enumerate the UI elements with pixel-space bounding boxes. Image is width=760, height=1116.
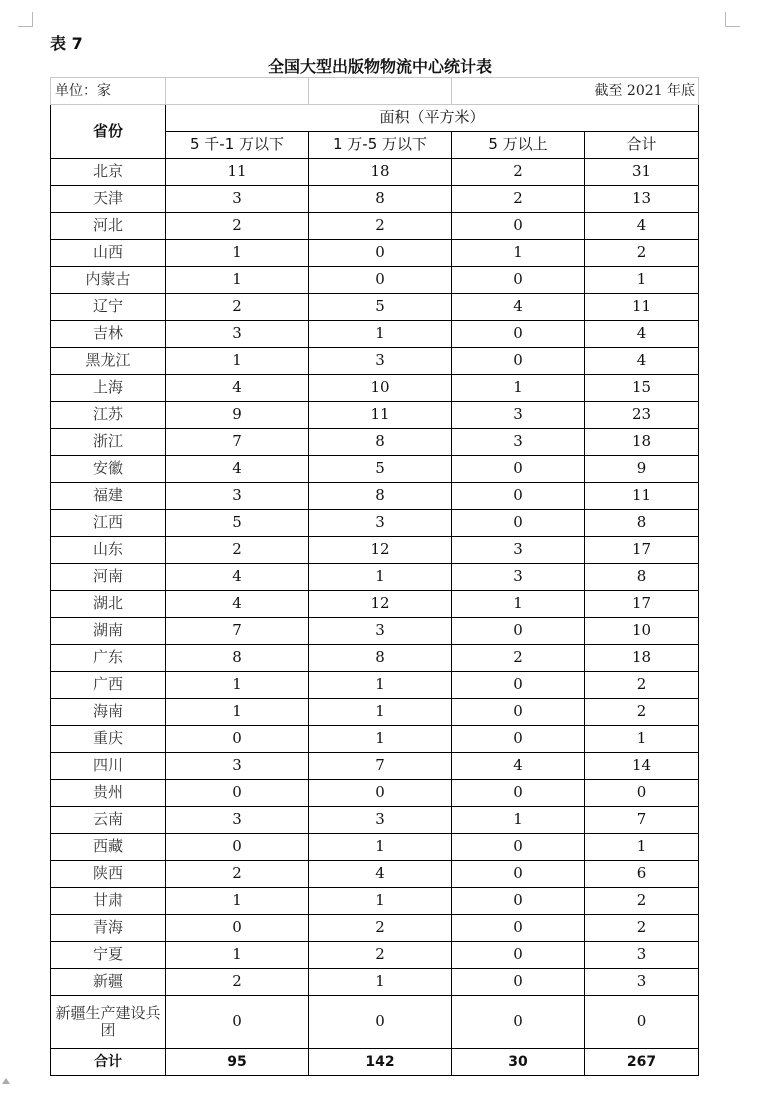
value-cell: 18: [585, 429, 699, 456]
value-cell: 0: [309, 996, 452, 1049]
value-cell: 1: [309, 564, 452, 591]
table-row: [51, 780, 699, 807]
value-cell: 1: [166, 267, 309, 294]
table-row: [51, 645, 699, 672]
table-row: [51, 618, 699, 645]
table-row: [51, 996, 699, 1049]
value-cell: 5: [166, 510, 309, 537]
province-cell: 甘肃: [51, 888, 166, 915]
value-cell: 1: [585, 834, 699, 861]
table-row: [51, 591, 699, 618]
column-header-10k-50k: 1 万-5 万以下: [309, 132, 452, 159]
province-cell: 河南: [51, 564, 166, 591]
value-cell: 0: [452, 780, 585, 807]
table-row: [51, 564, 699, 591]
value-cell: 8: [309, 186, 452, 213]
value-cell: 3: [452, 429, 585, 456]
value-cell: 12: [309, 537, 452, 564]
province-cell: 山东: [51, 537, 166, 564]
value-cell: 0: [452, 321, 585, 348]
province-cell: 内蒙古: [51, 267, 166, 294]
value-cell: 10: [585, 618, 699, 645]
value-cell: 17: [585, 591, 699, 618]
value-cell: 2: [309, 942, 452, 969]
value-cell: 4: [166, 564, 309, 591]
value-cell: 2: [309, 213, 452, 240]
value-cell: 3: [309, 510, 452, 537]
value-cell: 1: [166, 348, 309, 375]
value-cell: 1: [452, 240, 585, 267]
value-cell: 3: [585, 969, 699, 996]
value-cell: 11: [309, 402, 452, 429]
value-cell: 4: [585, 348, 699, 375]
table-row: [51, 888, 699, 915]
value-cell: 2: [585, 699, 699, 726]
province-cell: 新疆: [51, 969, 166, 996]
value-cell: 10: [309, 375, 452, 402]
value-cell: 1: [452, 375, 585, 402]
province-cell: 江苏: [51, 402, 166, 429]
value-cell: 1: [452, 807, 585, 834]
header-row-1: [51, 105, 699, 132]
value-cell: 6: [585, 861, 699, 888]
province-cell: 四川: [51, 753, 166, 780]
table-row: [51, 321, 699, 348]
value-cell: 0: [452, 969, 585, 996]
value-cell: 8: [166, 645, 309, 672]
value-cell: 31: [585, 159, 699, 186]
province-cell: 青海: [51, 915, 166, 942]
margin-mark-top-left: [18, 12, 33, 27]
unit-label: 单位：家: [51, 78, 166, 105]
value-cell: 7: [585, 807, 699, 834]
value-cell: 4: [166, 456, 309, 483]
column-header-50k-plus: 5 万以上: [452, 132, 585, 159]
table-row: [51, 213, 699, 240]
table-row: [51, 834, 699, 861]
value-cell: 7: [309, 753, 452, 780]
meta-row: [51, 78, 699, 105]
value-cell: 0: [452, 213, 585, 240]
table-row: [51, 672, 699, 699]
value-cell: 3: [166, 483, 309, 510]
value-cell: 11: [166, 159, 309, 186]
value-cell: 2: [452, 645, 585, 672]
value-cell: 3: [309, 348, 452, 375]
value-cell: 9: [585, 456, 699, 483]
value-cell: 17: [585, 537, 699, 564]
value-cell: 0: [452, 996, 585, 1049]
value-cell: 7: [166, 429, 309, 456]
value-cell: 0: [452, 348, 585, 375]
value-cell: 3: [166, 753, 309, 780]
value-cell: 3: [452, 537, 585, 564]
value-cell: 1: [166, 672, 309, 699]
table-row: [51, 753, 699, 780]
value-cell: 1: [166, 942, 309, 969]
table-row: [51, 483, 699, 510]
value-cell: 2: [452, 186, 585, 213]
value-cell: 0: [452, 915, 585, 942]
province-cell: 河北: [51, 213, 166, 240]
margin-mark-top-right: [725, 12, 740, 27]
value-cell: 0: [309, 780, 452, 807]
value-cell: 1: [309, 321, 452, 348]
table-row: [51, 186, 699, 213]
value-cell: 7: [166, 618, 309, 645]
value-cell: 1: [309, 672, 452, 699]
value-cell: 15: [585, 375, 699, 402]
province-cell: 湖北: [51, 591, 166, 618]
value-cell: 2: [585, 672, 699, 699]
value-cell: 2: [166, 213, 309, 240]
value-cell: 8: [585, 564, 699, 591]
value-cell: 1: [166, 888, 309, 915]
province-cell: 湖南: [51, 618, 166, 645]
value-cell: 0: [309, 267, 452, 294]
table-row: [51, 375, 699, 402]
total-row: [51, 1049, 699, 1076]
value-cell: 0: [585, 780, 699, 807]
province-cell: 贵州: [51, 780, 166, 807]
margin-mark-bottom-left: [2, 1078, 10, 1084]
province-cell: 辽宁: [51, 294, 166, 321]
province-cell: 云南: [51, 807, 166, 834]
total-value-cell: 142: [309, 1049, 452, 1076]
table-row: [51, 915, 699, 942]
value-cell: 0: [452, 861, 585, 888]
value-cell: 1: [585, 726, 699, 753]
table-row: [51, 240, 699, 267]
value-cell: 0: [452, 888, 585, 915]
value-cell: 8: [309, 645, 452, 672]
total-value-cell: 267: [585, 1049, 699, 1076]
value-cell: 0: [166, 726, 309, 753]
value-cell: 5: [309, 456, 452, 483]
value-cell: 0: [585, 996, 699, 1049]
value-cell: 2: [166, 537, 309, 564]
value-cell: 14: [585, 753, 699, 780]
value-cell: 4: [309, 861, 452, 888]
value-cell: 4: [452, 753, 585, 780]
value-cell: 23: [585, 402, 699, 429]
value-cell: 1: [166, 699, 309, 726]
date-note: 截至 2021 年底: [452, 78, 699, 105]
document-title: 全国大型出版物物流中心统计表: [267, 57, 492, 76]
value-cell: 8: [585, 510, 699, 537]
province-cell: 浙江: [51, 429, 166, 456]
province-cell: 福建: [51, 483, 166, 510]
value-cell: 3: [166, 186, 309, 213]
table-row: [51, 969, 699, 996]
province-cell: 新疆生产建设兵团: [51, 996, 166, 1049]
value-cell: 4: [166, 375, 309, 402]
total-label: 合计: [51, 1049, 166, 1076]
value-cell: 2: [452, 159, 585, 186]
value-cell: 11: [585, 483, 699, 510]
value-cell: 1: [309, 969, 452, 996]
value-cell: 1: [585, 267, 699, 294]
table-row: [51, 807, 699, 834]
value-cell: 3: [166, 807, 309, 834]
province-cell: 天津: [51, 186, 166, 213]
province-cell: 西藏: [51, 834, 166, 861]
value-cell: 0: [309, 240, 452, 267]
province-cell: 重庆: [51, 726, 166, 753]
value-cell: 3: [309, 807, 452, 834]
value-cell: 4: [452, 294, 585, 321]
value-cell: 2: [309, 915, 452, 942]
value-cell: 0: [452, 699, 585, 726]
value-cell: 9: [166, 402, 309, 429]
value-cell: 3: [166, 321, 309, 348]
value-cell: 2: [166, 969, 309, 996]
province-cell: 北京: [51, 159, 166, 186]
province-cell: 黑龙江: [51, 348, 166, 375]
value-cell: 4: [166, 591, 309, 618]
value-cell: 1: [309, 699, 452, 726]
value-cell: 2: [585, 915, 699, 942]
value-cell: 4: [585, 213, 699, 240]
table-row: [51, 537, 699, 564]
column-header-total: 合计: [585, 132, 699, 159]
value-cell: 18: [309, 159, 452, 186]
value-cell: 3: [309, 618, 452, 645]
value-cell: 0: [452, 510, 585, 537]
table-row: [51, 348, 699, 375]
value-cell: 0: [452, 942, 585, 969]
total-value-cell: 30: [452, 1049, 585, 1076]
value-cell: 13: [585, 186, 699, 213]
value-cell: 1: [166, 240, 309, 267]
total-value-cell: 95: [166, 1049, 309, 1076]
table-row: [51, 267, 699, 294]
value-cell: 2: [166, 294, 309, 321]
value-cell: 1: [309, 726, 452, 753]
statistics-table: [50, 77, 699, 1076]
province-header: 省份: [51, 105, 166, 159]
column-header-5k-10k: 5 千-1 万以下: [166, 132, 309, 159]
value-cell: 1: [309, 834, 452, 861]
value-cell: 2: [166, 861, 309, 888]
province-cell: 山西: [51, 240, 166, 267]
value-cell: 8: [309, 483, 452, 510]
table-row: [51, 159, 699, 186]
value-cell: 0: [452, 618, 585, 645]
value-cell: 2: [585, 240, 699, 267]
value-cell: 0: [452, 456, 585, 483]
value-cell: 3: [585, 942, 699, 969]
table-row: [51, 861, 699, 888]
table-row: [51, 294, 699, 321]
value-cell: 0: [452, 672, 585, 699]
table-row: [51, 402, 699, 429]
value-cell: 5: [309, 294, 452, 321]
province-cell: 广西: [51, 672, 166, 699]
value-cell: 0: [452, 834, 585, 861]
province-cell: 海南: [51, 699, 166, 726]
province-cell: 广东: [51, 645, 166, 672]
value-cell: 0: [452, 726, 585, 753]
value-cell: 2: [585, 888, 699, 915]
province-cell: 江西: [51, 510, 166, 537]
value-cell: 0: [166, 834, 309, 861]
value-cell: 4: [585, 321, 699, 348]
province-cell: 宁夏: [51, 942, 166, 969]
value-cell: 0: [166, 915, 309, 942]
value-cell: 8: [309, 429, 452, 456]
meta-empty-cell: [166, 78, 309, 105]
meta-empty-cell: [309, 78, 452, 105]
table-row: [51, 942, 699, 969]
table-row: [51, 699, 699, 726]
table-row: [51, 510, 699, 537]
value-cell: 18: [585, 645, 699, 672]
value-cell: 12: [309, 591, 452, 618]
value-cell: 0: [452, 267, 585, 294]
table-number: 表 7: [50, 34, 83, 53]
value-cell: 0: [166, 996, 309, 1049]
province-cell: 安徽: [51, 456, 166, 483]
table-row: [51, 456, 699, 483]
area-group-header: 面积（平方米）: [166, 105, 699, 132]
province-cell: 上海: [51, 375, 166, 402]
province-cell: 陕西: [51, 861, 166, 888]
value-cell: 1: [452, 591, 585, 618]
value-cell: 11: [585, 294, 699, 321]
value-cell: 0: [166, 780, 309, 807]
province-cell: 吉林: [51, 321, 166, 348]
value-cell: 1: [309, 888, 452, 915]
value-cell: 0: [452, 483, 585, 510]
table-row: [51, 726, 699, 753]
value-cell: 3: [452, 564, 585, 591]
table-row: [51, 429, 699, 456]
value-cell: 3: [452, 402, 585, 429]
